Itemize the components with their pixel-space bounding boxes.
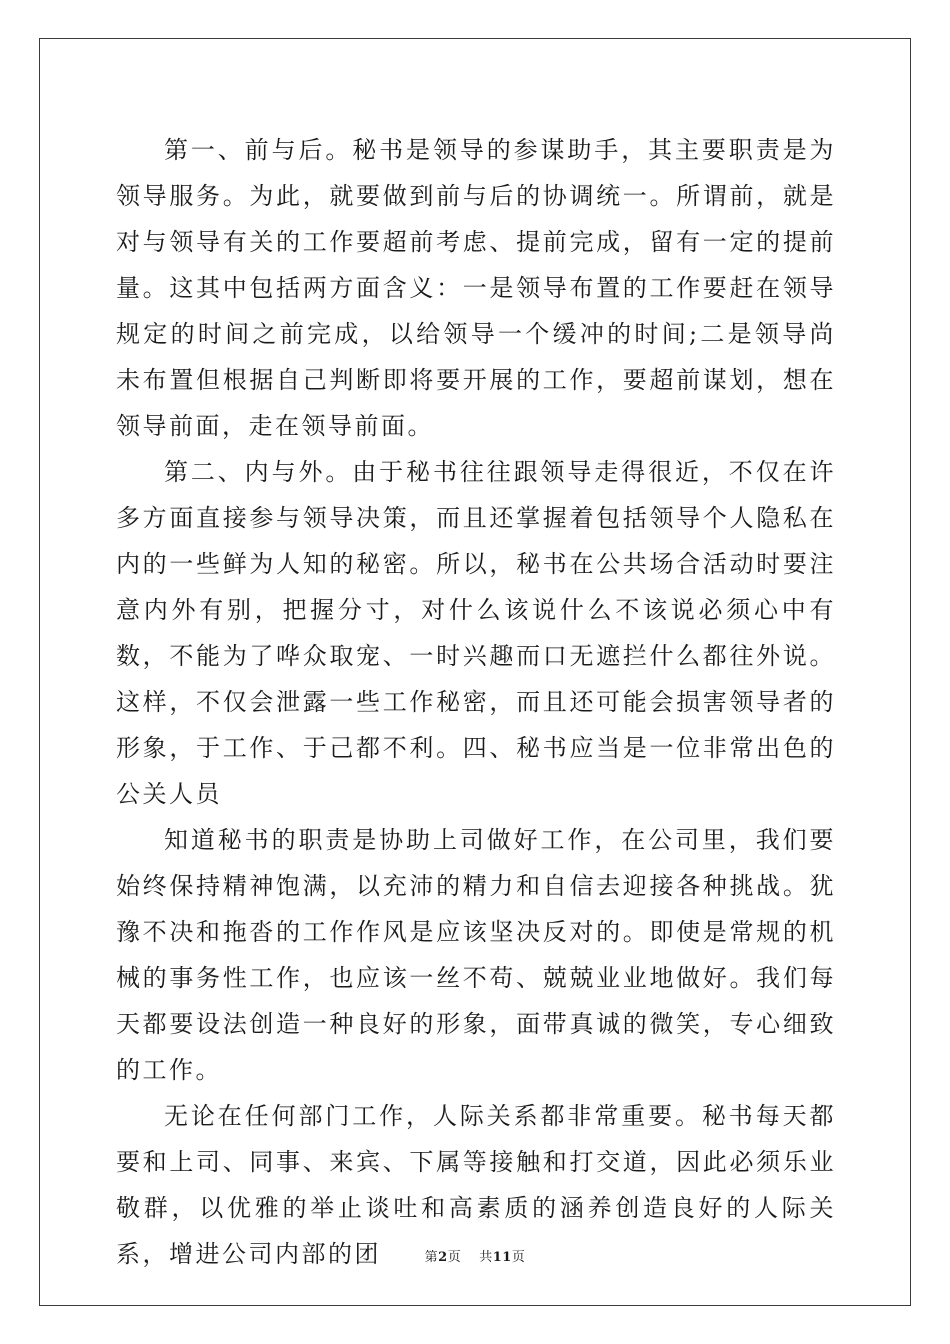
paragraph-inside-and-outside: 第二、内与外。由于秘书往往跟领导走得很近，不仅在许多方面直接参与领导决策，而且还掌握着包括领导个人隐私在内的一些鲜为人知的秘密。所以，秘书在公共场合活动时要注意内外有别，把握分寸，对什么该说什么不该说必须心中有数，不能为了哗众取宠、一时兴趣而口无遮拦什么都往外说。这样，不仅会泄露一些工作秘密，而且还可能会损害领导者的形象，于工作、于己都不利。四、秘书应当是一位非常出色的公关人员 bbox=[116, 458, 836, 808]
page-prefix: 第 bbox=[424, 1250, 439, 1265]
total-suffix: 页 bbox=[511, 1250, 526, 1265]
page-suffix: 页 bbox=[447, 1250, 462, 1265]
total-pages-indicator bbox=[479, 1250, 525, 1265]
page-number: 2 bbox=[438, 1250, 448, 1265]
paragraph-relationships: 无论在任何部门工作，人际关系都非常重要。秘书每天都要和上司、同事、来宾、下属等接触和打交道，因此必须乐业敬群，以优雅的举止谈吐和高素质的涵养创造良好的人际关系，增进公司内部的团 bbox=[116, 1102, 836, 1268]
total-number: 11 bbox=[492, 1250, 512, 1265]
paragraph-front-and-back: 第一、前与后。秘书是领导的参谋助手，其主要职责是为领导服务。为此，就要做到前与后的协调统一。所谓前，就是对与领导有关的工作要超前考虑、提前完成，留有一定的提前量。这其中包括两方面含义：一是领导布置的工作要赶在领导规定的时间之前完成，以给领导一个缓冲的时间;二是领导尚未布置但根据自己判断即将要开展的工作，要超前谋划，想在领导前面，走在领导前面。 bbox=[116, 136, 836, 440]
total-prefix: 共 bbox=[479, 1250, 493, 1265]
paragraph-secretary-duties: 知道秘书的职责是协助上司做好工作，在公司里，我们要始终保持精神饱满，以充沛的精力和自信去迎接各种挑战。犹豫不决和拖沓的工作作风是应该坚决反对的。即使是常规的机械的事务性工作，也应该一丝不苟、兢兢业业地做好。我们每天都要设法创造一种良好的形象，面带真诚的微笑，专心细致的工作。 bbox=[116, 826, 836, 1084]
document-body bbox=[116, 127, 836, 1277]
page-indicator bbox=[425, 1250, 462, 1265]
page-footer bbox=[0, 1246, 950, 1265]
